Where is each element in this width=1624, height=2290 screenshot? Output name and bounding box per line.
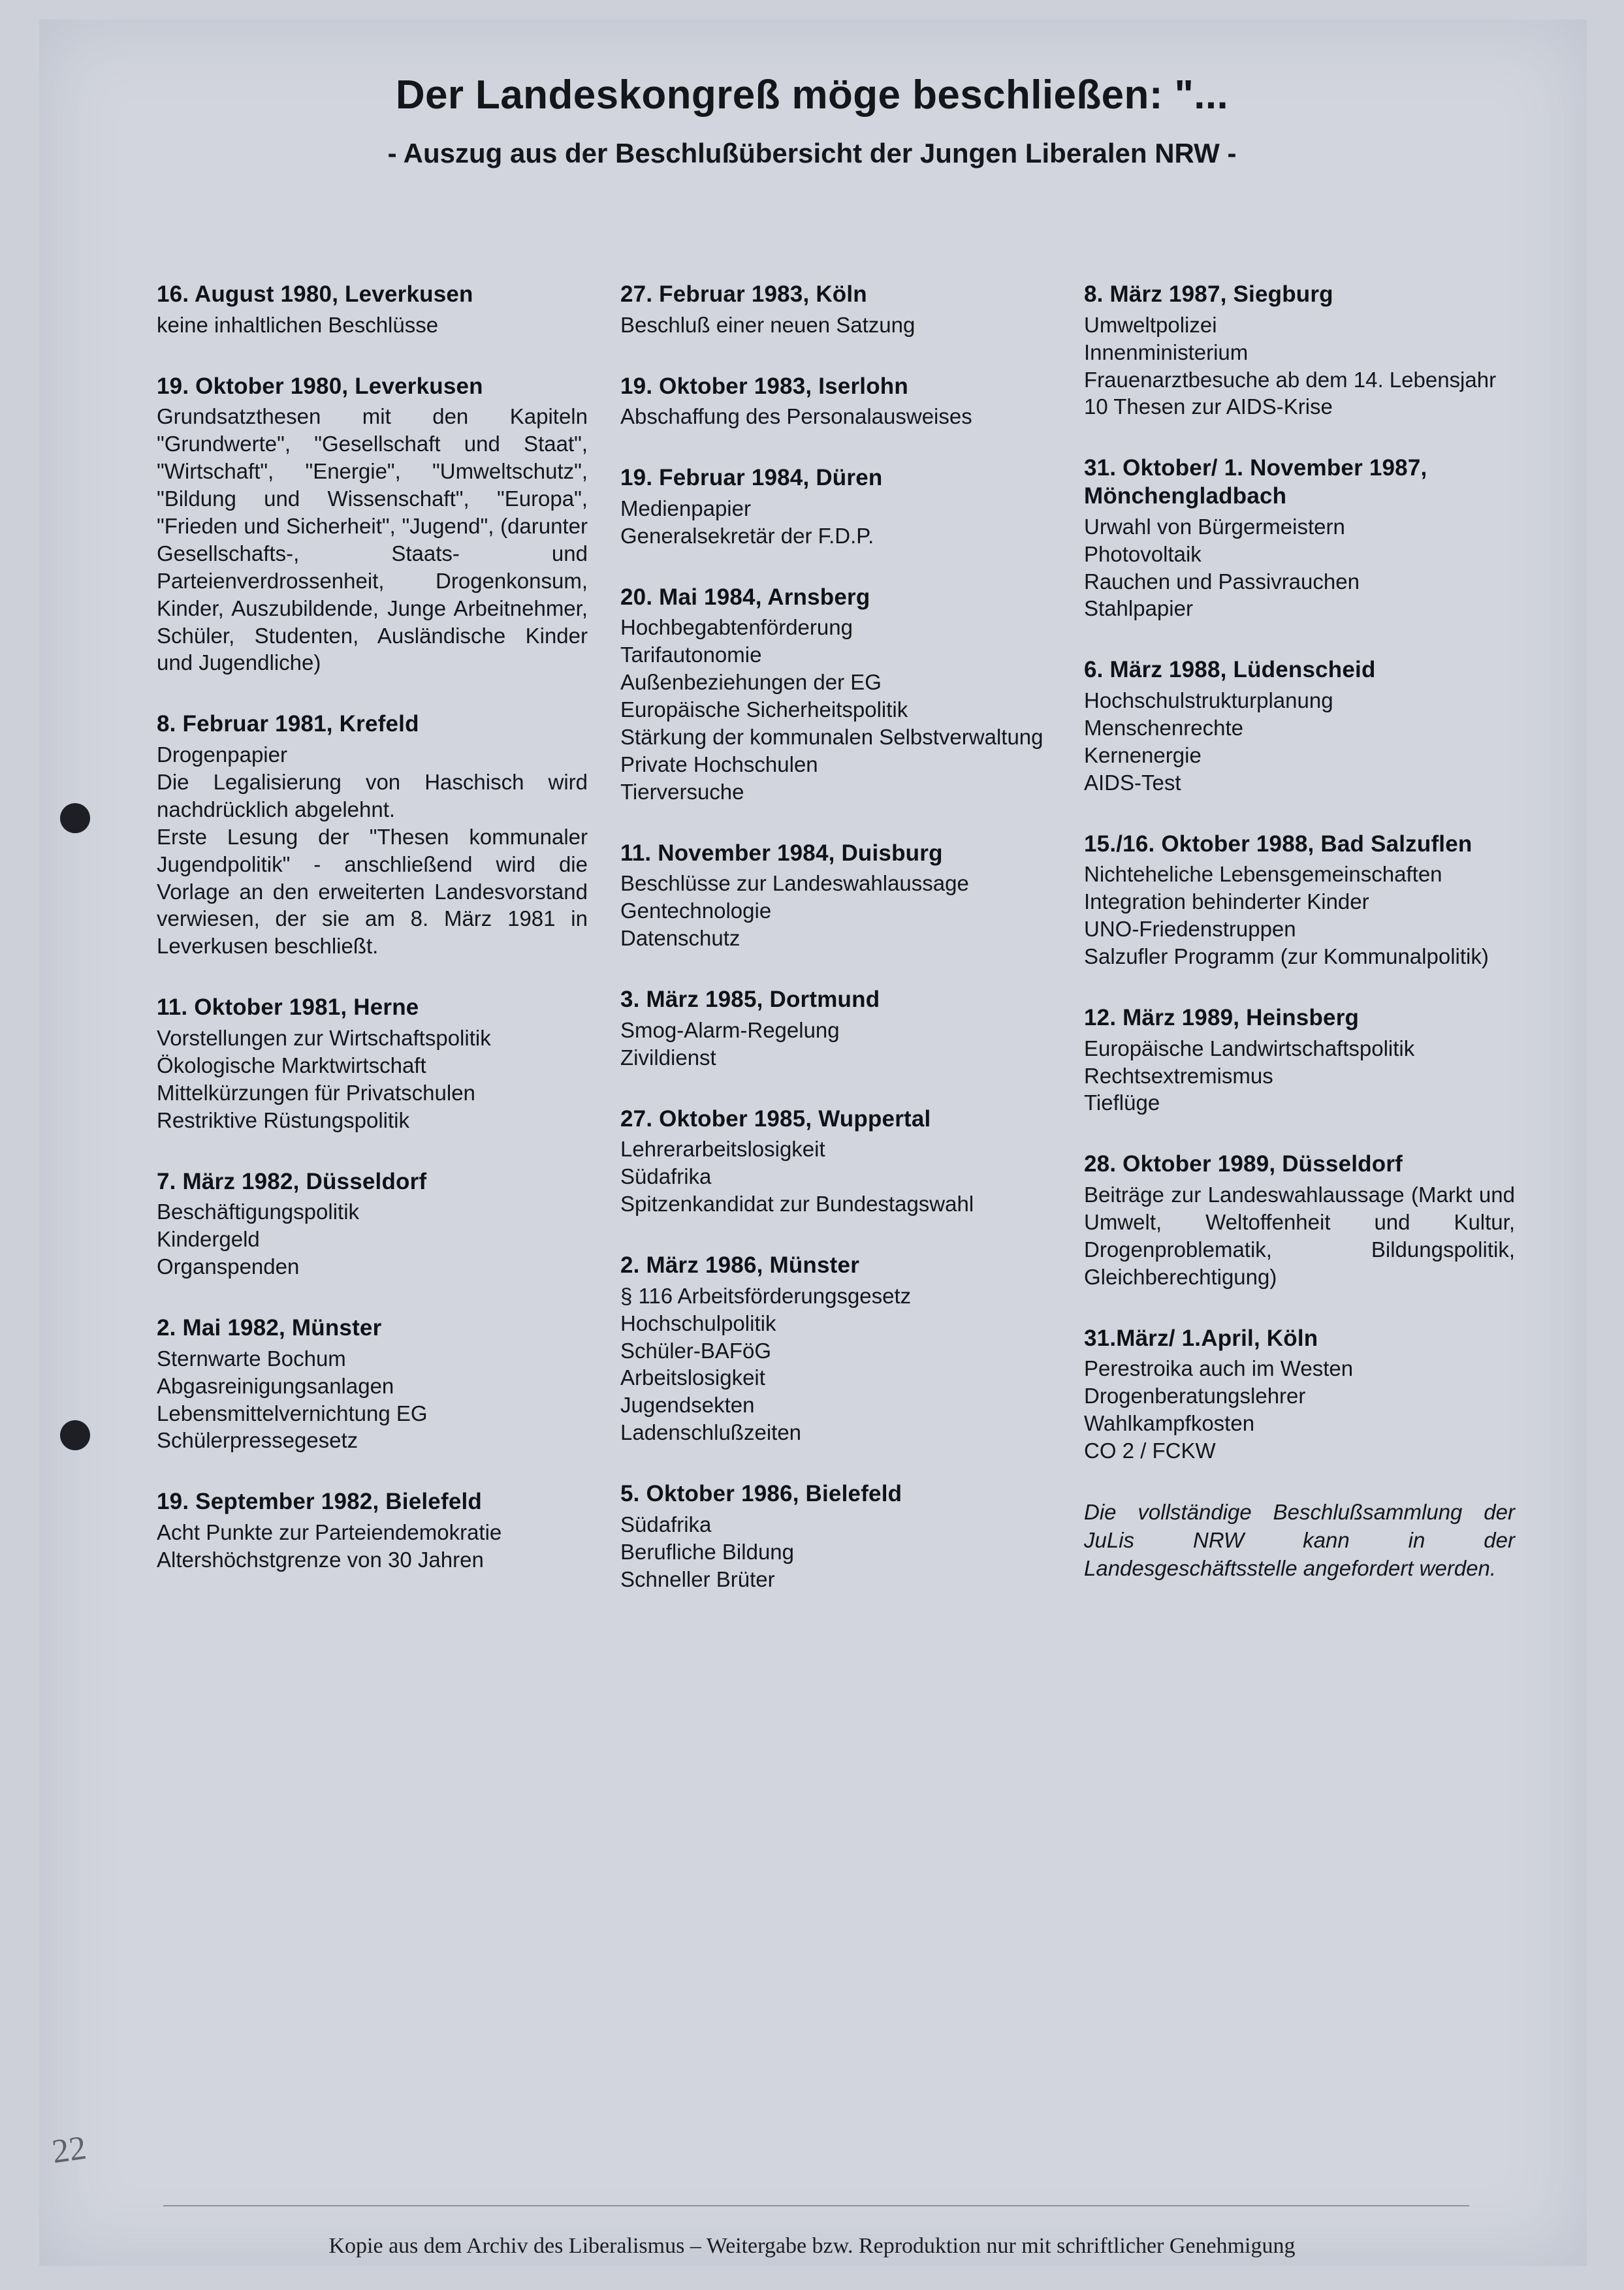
entry-line: Lehrerarbeitslosigkeit: [620, 1137, 825, 1162]
entry-date: 19. September 1982, Bielefeld: [157, 1489, 482, 1515]
entry-line: Stahlpapier: [1084, 596, 1193, 621]
entry-body: [157, 1345, 588, 1455]
entry-line: Umweltpolizei: [1084, 312, 1217, 337]
entry-line: Schülerpressegesetz: [157, 1428, 358, 1453]
entry-line: Grundsatzthesen mit den Kapiteln "Grundwerte", "Gesellschaft und Staat", "Wirtschaft", "Energie", "Umweltschutz", "Bildung und Wissenschaft", "Europa", "Frieden und Sicherheit", "Jugend", (darunter Gesellschafts-, Staats- und Parteienverdrossenheit, Drogenkonsum, Kinder, Auszubildende, Junge Arbeitnehmer, Schüler, Studenten, Ausländische Kinder und Jugendliche): [157, 404, 588, 675]
entry-line: Frauenarztbesuche ab dem 14. Lebensjahr: [1084, 367, 1497, 392]
entry-body: [1084, 1355, 1515, 1465]
handwritten-page-number: 22: [50, 2129, 89, 2171]
entry-body: [620, 1017, 1051, 1072]
entry-body: [157, 1519, 588, 1574]
list-item: [620, 464, 1051, 550]
list-item: [157, 1488, 588, 1574]
list-item: [620, 373, 1051, 431]
entry-line: Drogenpapier: [157, 742, 287, 767]
entry-line: Hochschulpolitik: [620, 1311, 776, 1335]
entry-line: Erste Lesung der "Thesen kommunaler Jugendpolitik" - anschließend wird die Vorlage an den erweiterten Landesvorstand verwiesen, der sie am 8. März 1981 in Leverkusen beschließt.: [157, 824, 588, 959]
entry-date: 6. März 1988, Lüdenscheid: [1084, 657, 1376, 683]
entry-line: Salzufler Programm (zur Kommunalpolitik): [1084, 944, 1489, 969]
entry-date: 31.März/ 1.April, Köln: [1084, 1325, 1318, 1351]
entry-line: Gentechnologie: [620, 899, 772, 923]
content-columns: [157, 281, 1515, 1627]
list-item: [620, 840, 1051, 952]
entry-date: 20. Mai 1984, Arnsberg: [620, 584, 870, 610]
entry-line: Abgasreinigungsanlagen: [157, 1373, 394, 1398]
entry-line: Medienpapier: [620, 496, 751, 520]
entry-line: Stärkung der kommunalen Selbstverwaltung: [620, 725, 1043, 749]
entry-line: Altershöchstgrenze von 30 Jahren: [157, 1547, 484, 1572]
entry-body: [620, 495, 1051, 550]
entry-line: Private Hochschulen: [620, 752, 818, 776]
entry-line: Beiträge zur Landeswahlaussage (Markt und Umwelt, Weltoffenheit und Kultur, Drogenproblematik, Bildungspolitik, Gleichberechtigung): [1084, 1183, 1515, 1289]
entry-line: Beschluß einer neuen Satzung: [620, 312, 915, 337]
entry-line: Datenschutz: [620, 926, 740, 951]
entry-line: Perestroika auch im Westen: [1084, 1356, 1354, 1381]
entry-date: 19. Oktober 1980, Leverkusen: [157, 373, 483, 399]
entry-body: [1084, 1035, 1515, 1117]
entry-line: Mittelkürzungen für Privatschulen: [157, 1080, 475, 1105]
entry-date: 15./16. Oktober 1988, Bad Salzuflen: [1084, 831, 1473, 857]
entry-body: [620, 1136, 1051, 1218]
entry-line: Nichteheliche Lebensgemeinschaften: [1084, 862, 1442, 887]
entry-body: [157, 403, 588, 676]
list-item: [1084, 1151, 1515, 1290]
entry-line: Beschäftigungspolitik: [157, 1200, 360, 1224]
entry-line: Rechtsextremismus: [1084, 1063, 1273, 1088]
entry-line: UNO-Friedenstruppen: [1084, 917, 1296, 942]
entry-date: 7. März 1982, Düsseldorf: [157, 1168, 427, 1194]
entry-line: keine inhaltlichen Beschlüsse: [157, 312, 439, 337]
entry-line: Schüler-BAFöG: [620, 1338, 772, 1363]
entry-line: Lebensmittelvernichtung EG: [157, 1401, 428, 1425]
entry-body: [620, 614, 1051, 805]
entry-line: Südafrika: [620, 1164, 712, 1189]
entry-line: Generalsekretär der F.D.P.: [620, 523, 874, 548]
entry-line: CO 2 / FCKW: [1084, 1439, 1216, 1463]
hole-punch-mark: [60, 803, 90, 833]
entry-line: Organspenden: [157, 1254, 300, 1279]
list-item: [1084, 281, 1515, 421]
hole-punch-mark: [60, 1420, 90, 1450]
entry-date: 11. Oktober 1981, Herne: [157, 994, 419, 1021]
entry-date: 2. März 1986, Münster: [620, 1252, 860, 1279]
entry-line: Hochschulstrukturplanung: [1084, 688, 1333, 712]
document-header: [0, 72, 1624, 169]
entry-line: Menschenrechte: [1084, 715, 1243, 740]
list-item: [620, 281, 1051, 339]
entry-line: Die Legalisierung von Haschisch wird nachdrücklich abgelehnt.: [157, 769, 588, 821]
list-item: [620, 986, 1051, 1072]
entry-date: 19. Oktober 1983, Iserlohn: [620, 373, 908, 399]
entry-line: Tierversuche: [620, 779, 744, 804]
entry-line: Ökologische Marktwirtschaft: [157, 1053, 426, 1077]
list-item: [1084, 1325, 1515, 1465]
entry-body: [1084, 687, 1515, 797]
closing-note: Die vollständige Beschlußsammlung der JuLis NRW kann in der Landesgeschäftsstelle angefordert werden.: [1084, 1499, 1515, 1580]
entry-line: Smog-Alarm-Regelung: [620, 1017, 840, 1042]
page-subtitle: - Auszug aus der Beschlußübersicht der Jungen Liberalen NRW -: [387, 138, 1237, 168]
list-item: [1084, 831, 1515, 970]
entry-date: 19. Februar 1984, Düren: [620, 465, 883, 491]
entry-line: Beschlüsse zur Landeswahlaussage: [620, 871, 969, 896]
entry-date: 3. März 1985, Dortmund: [620, 987, 880, 1013]
entry-date: 12. März 1989, Heinsberg: [1084, 1004, 1360, 1030]
entry-line: Berufliche Bildung: [620, 1539, 794, 1564]
entry-date: 8. März 1987, Siegburg: [1084, 281, 1333, 307]
entry-line: AIDS-Test: [1084, 770, 1181, 795]
entry-date: 8. Februar 1981, Krefeld: [157, 711, 419, 737]
entry-body: [620, 311, 1051, 339]
list-item: [157, 994, 588, 1134]
list-item: [1084, 454, 1515, 622]
list-item: [157, 281, 588, 339]
entry-line: Tieflüge: [1084, 1090, 1160, 1115]
footer-divider: [163, 2205, 1469, 2206]
entry-line: Außenbeziehungen der EG: [620, 670, 882, 695]
entry-body: [157, 311, 588, 339]
entry-line: Abschaffung des Personalausweises: [620, 404, 972, 429]
list-item: [157, 710, 588, 960]
entry-body: [157, 1198, 588, 1280]
entry-date: 11. November 1984, Duisburg: [620, 840, 943, 866]
page-title: Der Landeskongreß möge beschließen: "...: [395, 72, 1229, 118]
entry-line: Zivildienst: [620, 1045, 716, 1070]
entry-date: 27. Februar 1983, Köln: [620, 281, 867, 307]
entry-date: 2. Mai 1982, Münster: [157, 1315, 382, 1341]
column-2: [620, 281, 1051, 1627]
entry-line: § 116 Arbeitsförderungsgesetz: [620, 1283, 912, 1308]
list-item: [157, 1168, 588, 1280]
entry-date: 28. Oktober 1989, Düsseldorf: [1084, 1151, 1403, 1177]
entry-body: [157, 1025, 588, 1134]
entry-line: Vorstellungen zur Wirtschaftspolitik: [157, 1025, 491, 1050]
entry-line: Südafrika: [620, 1512, 712, 1536]
entry-line: Photovoltaik: [1084, 541, 1202, 566]
entry-body: [1084, 861, 1515, 970]
entry-line: Hochbegabtenförderung: [620, 615, 853, 640]
entry-line: Sternwarte Bochum: [157, 1346, 346, 1371]
list-item: [620, 1480, 1051, 1593]
entry-line: Europäische Sicherheitspolitik: [620, 697, 908, 722]
entry-date: 31. Oktober/ 1. November 1987, Mönchengladbach: [1084, 455, 1427, 509]
list-item: [157, 1314, 588, 1454]
entry-body: [620, 870, 1051, 952]
column-1: [157, 281, 588, 1608]
entry-line: Restriktive Rüstungspolitik: [157, 1107, 409, 1132]
entry-line: Tarifautonomie: [620, 643, 762, 667]
entry-date: 27. Oktober 1985, Wuppertal: [620, 1105, 931, 1132]
entry-date: 5. Oktober 1986, Bielefeld: [620, 1481, 902, 1507]
list-item: [157, 373, 588, 677]
list-item: [620, 584, 1051, 806]
entry-line: Jugendsekten: [620, 1393, 755, 1418]
list-item: [1084, 1004, 1515, 1117]
entry-line: Drogenberatungslehrer: [1084, 1384, 1306, 1408]
list-item: [1084, 656, 1515, 796]
entry-line: Innenministerium: [1084, 340, 1249, 364]
list-item: [620, 1252, 1051, 1446]
entry-line: Integration behinderter Kinder: [1084, 889, 1369, 914]
entry-line: Spitzenkandidat zur Bundestagswahl: [620, 1192, 974, 1217]
entry-line: Kernenergie: [1084, 742, 1202, 767]
entry-line: Wahlkampfkosten: [1084, 1411, 1255, 1436]
archive-footer: Kopie aus dem Archiv des Liberalismus – Weitergabe bzw. Reproduktion nur mit schriftlicher Genehmigung: [328, 2234, 1296, 2258]
entry-body: [1084, 513, 1515, 623]
entry-body: [620, 1511, 1051, 1593]
entry-line: 10 Thesen zur AIDS-Krise: [1084, 394, 1333, 419]
entry-line: Kindergeld: [157, 1227, 260, 1252]
entry-line: Schneller Brüter: [620, 1566, 775, 1591]
entry-line: Europäische Landwirtschaftspolitik: [1084, 1036, 1415, 1060]
list-item: [620, 1105, 1051, 1218]
entry-body: [620, 1282, 1051, 1446]
entry-date: 16. August 1980, Leverkusen: [157, 281, 473, 307]
entry-line: Arbeitslosigkeit: [620, 1365, 765, 1390]
entry-body: [1084, 311, 1515, 421]
entry-line: Urwahl von Bürgermeistern: [1084, 514, 1345, 539]
entry-line: Rauchen und Passivrauchen: [1084, 569, 1360, 594]
entry-line: Acht Punkte zur Parteiendemokratie: [157, 1520, 502, 1544]
column-3: [1084, 281, 1515, 1583]
entry-body: [620, 403, 1051, 430]
entry-line: Ladenschlußzeiten: [620, 1420, 802, 1445]
entry-body: [1084, 1181, 1515, 1291]
entry-body: [157, 741, 588, 960]
